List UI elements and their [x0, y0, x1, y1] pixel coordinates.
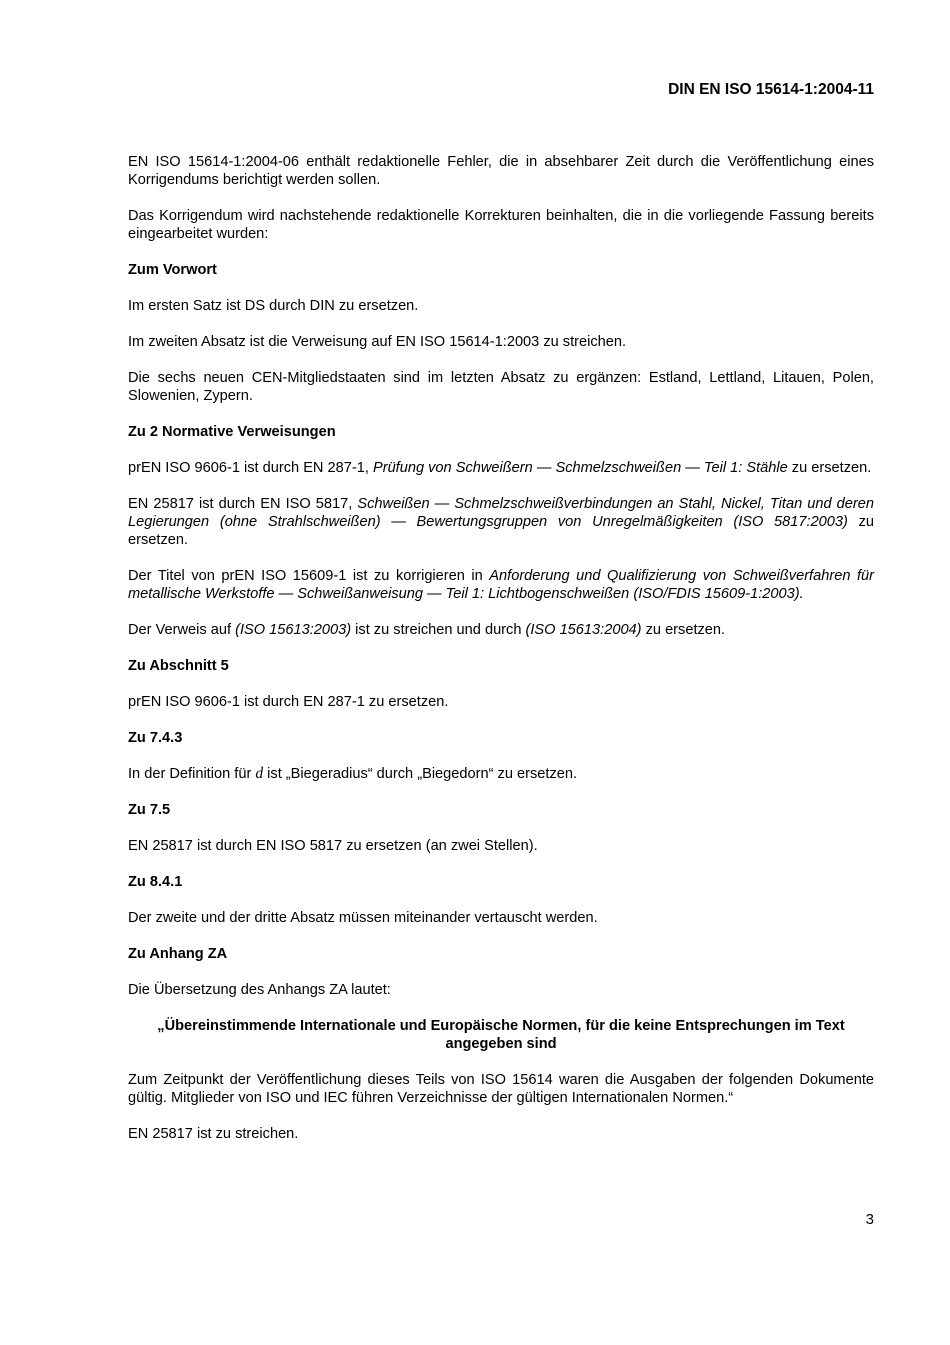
paragraph: [128, 495, 874, 549]
paragraph: prEN ISO 9606-1 ist durch EN 287-1 zu ersetzen.: [128, 694, 449, 710]
section-heading: Zu 8.4.1: [128, 874, 183, 890]
quoted-heading: „Übereinstimmende Internationale und Europäische Normen, für die keine Entsprechungen im Text angegeben sind: [157, 1018, 845, 1052]
text: ist zu streichen und durch: [351, 622, 526, 638]
math-symbol: d: [255, 765, 264, 782]
section-heading: Zum Vorwort: [128, 262, 217, 278]
section-heading: Zu Abschnitt 5: [128, 658, 229, 674]
paragraph: Im zweiten Absatz ist die Verweisung auf EN ISO 15614-1:2003 zu streichen.: [128, 334, 627, 350]
italic-title: Schweißen — Schmelzschweißverbindungen an Stahl, Nickel, Titan und deren Legierungen (ohne Strahlschweißen) — Bewertungsgruppen von Unregelmäßigkeiten (ISO 5817:2003): [128, 496, 874, 530]
text: In der Definition für: [128, 766, 256, 782]
text: Der Titel von prEN ISO 15609-1 ist zu korrigieren in: [128, 568, 490, 584]
italic-ref: (ISO 15613:2003): [235, 622, 352, 638]
text: zu ersetzen.: [128, 514, 875, 548]
paragraph: [128, 621, 874, 639]
text: zu ersetzen.: [641, 622, 726, 638]
paragraph: Zum Zeitpunkt der Veröffentlichung dieses Teils von ISO 15614 waren die Ausgaben der folgenden Dokumente gültig. Mitglieder von ISO und IEC führen Verzeichnisse der gültigen Internationalen Normen.“: [128, 1072, 874, 1106]
page-number: 3: [865, 1211, 874, 1228]
document-id-header: DIN EN ISO 15614-1:2004-11: [668, 81, 874, 98]
section-heading: Zu 2 Normative Verweisungen: [128, 424, 336, 440]
text: zu ersetzen.: [787, 460, 872, 476]
paragraph: [128, 459, 874, 477]
document-body: [128, 153, 874, 1161]
italic-ref: (ISO 15613:2004): [525, 622, 642, 638]
intro-paragraph: EN ISO 15614-1:2004-06 enthält redaktionelle Fehler, die in absehbarer Zeit durch die Veröffentlichung eines Korrigendums berichtigt werden sollen.: [128, 154, 874, 188]
section-heading: Zu 7.5: [128, 802, 171, 818]
text: EN 25817 ist durch EN ISO 5817,: [128, 496, 358, 512]
text: ist „Biegeradius“ durch „Biegedorn“ zu ersetzen.: [263, 766, 578, 782]
italic-title: Prüfung von Schweißern — Schmelzschweißen — Teil 1: Stähle: [372, 460, 788, 476]
paragraph: Der zweite und der dritte Absatz müssen miteinander vertauscht werden.: [128, 910, 598, 926]
paragraph: Die Übersetzung des Anhangs ZA lautet:: [128, 982, 391, 998]
text: Der Verweis auf: [128, 622, 236, 638]
text: prEN ISO 9606-1 ist durch EN 287-1,: [128, 460, 373, 476]
section-heading: Zu 7.4.3: [128, 730, 183, 746]
paragraph: [128, 567, 874, 603]
paragraph: [128, 765, 874, 783]
paragraph: EN 25817 ist zu streichen.: [128, 1126, 299, 1142]
paragraph: EN 25817 ist durch EN ISO 5817 zu ersetzen (an zwei Stellen).: [128, 838, 538, 854]
paragraph: Im ersten Satz ist DS durch DIN zu ersetzen.: [128, 298, 419, 314]
section-heading: Zu Anhang ZA: [128, 946, 228, 962]
italic-title: Anforderung und Qualifizierung von Schweißverfahren für metallische Werkstoffe — Schweißanweisung — Teil 1: Lichtbogenschweißen (ISO/FDIS 15609-1:2003).: [128, 568, 874, 602]
intro-paragraph: Das Korrigendum wird nachstehende redaktionelle Korrekturen beinhalten, die in die vorliegende Fassung bereits eingearbeitet wurden:: [128, 208, 874, 242]
paragraph: Die sechs neuen CEN-Mitgliedstaaten sind im letzten Absatz zu ergänzen: Estland, Lettland, Litauen, Polen, Slowenien, Zypern.: [128, 370, 874, 404]
